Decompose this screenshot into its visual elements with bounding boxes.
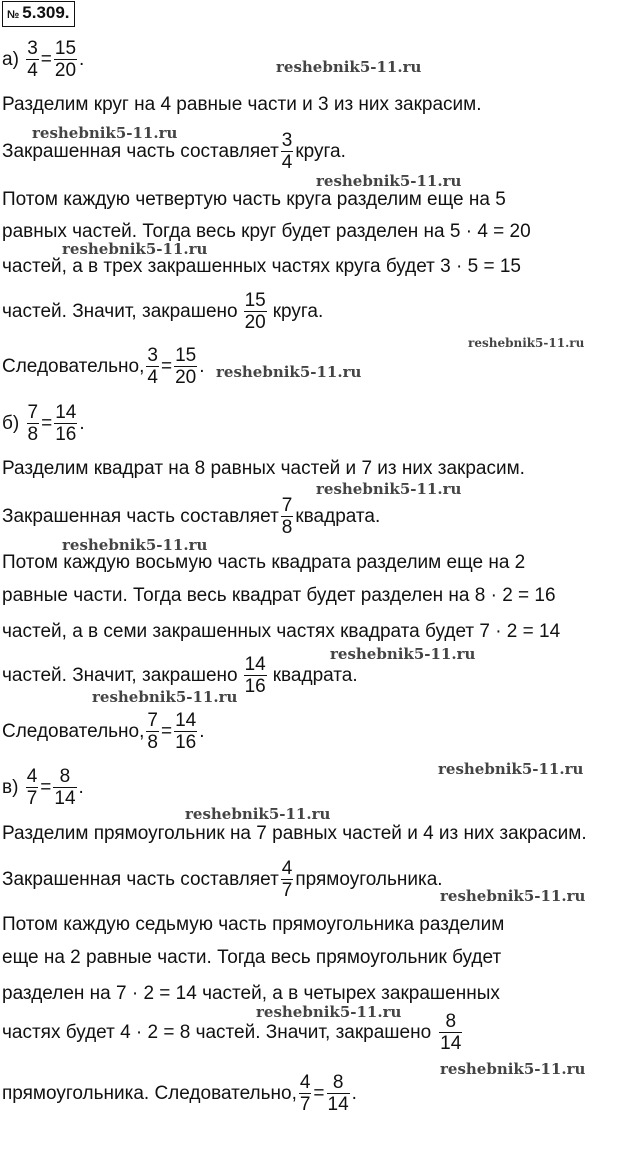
a-conclusion: Следовательно, $\frac{3}{4}$ = $\frac{15}{20}$ . <box>2 345 205 388</box>
watermark: reshebnik5-11.ru <box>440 887 586 905</box>
watermark: reshebnik5-11.ru <box>330 645 476 663</box>
b-line-5: частей, а в семи закрашенных частях квадрата будет 7 · 2 = 14 <box>2 621 561 642</box>
watermark: reshebnik5-11.ru <box>62 536 208 554</box>
a-line-5: частей, а в трех закрашенных частях круга будет 3 · 5 = 15 <box>2 256 521 277</box>
part-b-header: б) $\frac{7}{8}$ = $\frac{14}{16}$ . <box>2 402 85 445</box>
watermark: reshebnik5-11.ru <box>316 480 462 498</box>
b-line-6: частей. Значит, закрашено 14 16 квадрата. <box>2 654 358 697</box>
fraction-7-8: $\frac{7}{8}$ <box>27 402 39 445</box>
fraction-15-20: 15 20 <box>244 290 266 333</box>
b-line-1: Разделим квадрат на 8 равных частей и 7 из них закрасим. <box>2 458 525 479</box>
b-line-3: Потом каждую восьмую часть квадрата разделим еще на 2 <box>2 552 526 573</box>
watermark: reshebnik5-11.ru <box>92 688 238 706</box>
watermark: reshebnik5-11.ru <box>216 363 362 381</box>
fraction-14-16: $\frac{14}{16}$ <box>55 402 77 445</box>
watermark: reshebnik5-11.ru <box>468 336 585 350</box>
fraction-3-4: 3 4 <box>281 130 293 173</box>
part-b-label: б) <box>2 412 20 434</box>
c-conclusion: прямоугольника. Следовательно, $\frac{4}{7}$ = $\frac{8}{14}$ . <box>2 1072 357 1115</box>
a-line-6: частей. Значит, закрашено 15 20 круга. <box>2 290 324 333</box>
fraction-4-7: $\frac{4}{7}$ <box>26 766 38 809</box>
c-line-2: Закрашенная часть составляет 4 7 прямоугольника. <box>2 858 443 901</box>
fraction-15-20: $\frac{15}{20}$ <box>54 38 77 81</box>
watermark: reshebnik5-11.ru <box>256 1003 402 1021</box>
b-line-2: Закрашенная часть составляет 7 8 квадрата. <box>2 495 381 538</box>
b-conclusion: Следовательно, $\frac{7}{8}$ = $\frac{14}{16}$ . <box>2 710 205 753</box>
c-line-6: частях будет 4 · 2 = 8 частей. Значит, закрашено 8 14 <box>2 1011 462 1054</box>
watermark: reshebnik5-11.ru <box>316 172 462 190</box>
c-line-5: разделен на 7 · 2 = 14 частей, а в четырех закрашенных <box>2 983 500 1004</box>
a-line-2: Закрашенная часть составляет 3 4 круга. <box>2 130 346 173</box>
part-a-header: а) $\frac{3}{4}$ = $\frac{15}{20}$ . <box>2 38 85 81</box>
b-line-4: равные части. Тогда весь квадрат будет разделен на 8 · 2 = 16 <box>2 585 556 606</box>
problem-number: 5.309. <box>22 3 70 22</box>
watermark: reshebnik5-11.ru <box>438 760 584 778</box>
a-line-4: равных частей. Тогда весь круг будет разделен на 5 · 4 = 20 <box>2 221 531 242</box>
watermark: reshebnik5-11.ru <box>440 1060 586 1078</box>
part-c-header: в) $\frac{4}{7}$ = $\frac{8}{14}$ . <box>2 766 84 809</box>
a-line-3: Потом каждую четвертую часть круга разделим еще на 5 <box>2 189 506 210</box>
watermark: reshebnik5-11.ru <box>32 124 178 142</box>
problem-number-box <box>2 1 75 27</box>
part-c-label: в) <box>2 776 19 798</box>
number-sign: № <box>7 9 20 21</box>
a-line-1: Разделим круг на 4 равные части и 3 из них закрасим. <box>2 94 482 115</box>
c-line-1: Разделим прямоугольник на 7 равных частей и 4 из них закрасим. <box>2 823 587 844</box>
c-line-4: еще на 2 равные части. Тогда весь прямоугольник будет <box>2 947 502 968</box>
c-line-3: Потом каждую седьмую часть прямоугольника разделим <box>2 914 505 935</box>
fraction-3-4: $\frac{3}{4}$ <box>27 38 38 81</box>
watermark: reshebnik5-11.ru <box>185 805 331 823</box>
fraction-8-14: $\frac{8}{14}$ <box>54 766 76 809</box>
watermark: reshebnik5-11.ru <box>276 58 422 76</box>
watermark: reshebnik5-11.ru <box>62 240 208 258</box>
part-a-label: а) <box>2 48 19 70</box>
